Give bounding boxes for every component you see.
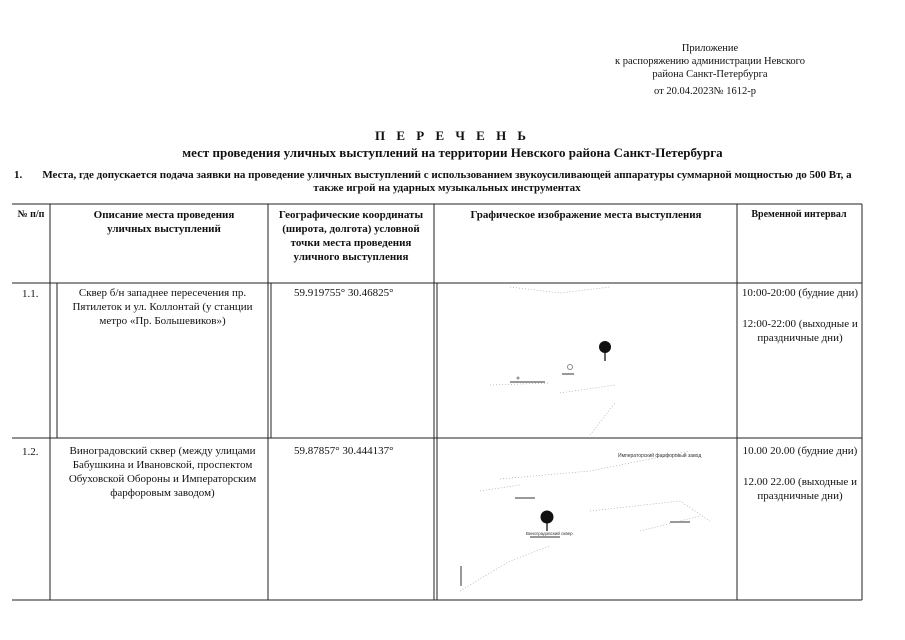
row-2-time-weekday: 10.00 20.00 (будние дни) [742,445,858,457]
annex-line-3: района Санкт-Петербурга [652,69,768,80]
row-2-coords: 59.87857° 30.444137° [294,445,394,457]
row-2-map [440,441,734,597]
annex-line-2: к распоряжению администрации Невского [615,56,805,67]
map-pin-icon [599,341,611,361]
annex-date: от 20.04.2023№ 1612-р [654,86,756,97]
document-title: П Е Р Е Ч Е Н Ь [374,128,531,143]
section-number: 1. [14,169,23,181]
header-number: № п/п [17,209,45,220]
header-coords: Географические координаты (широта, долгота) условной точки места проведения уличного выступления [278,209,424,263]
row-1-coords: 59.919755° 30.46825° [294,287,394,299]
map-pin-icon [541,511,554,532]
header-image: Графическое изображение места выступления [470,209,702,221]
row-1-number: 1.1. [22,288,39,300]
row-2-time-weekend: 12.00 22.00 (выходные и праздничные дни) [743,476,857,502]
row-1-description: Сквер б/н западнее пересечения пр. Пятилеток и ул. Коллонтай (у станции метро «Пр. Большевиков») [72,287,253,327]
section-heading [14,169,860,195]
annex-line-1: Приложение [681,43,739,54]
map-label-factory: Императорский фарфоровый завод [618,453,702,459]
row-2-number: 1.2. [22,446,39,458]
row-1-time-weekday: 10:00-20:00 (будние дни) [741,287,859,299]
row-1-time-weekend: 12:00-22:00 (выходные и праздничные дни) [742,318,858,344]
section-text: Места, где допускается подача заявки на проведение уличных выступлений с использованием звукоусиливающей аппаратуры суммарной мощностью до 500 Вт, а также игрой на ударных музыкальных инструментах [42,169,852,194]
map-label-square: Виноградовский сквер [526,531,573,536]
annex-block [560,42,860,98]
document-subtitle: мест проведения уличных выступлений на территории Невского района Санкт-Петербурга [182,145,723,160]
header-description: Описание места проведения уличных выступлений [93,209,235,235]
row-1-map [440,285,734,435]
header-time: Временной интервал [751,209,847,220]
row-2-description: Виноградовский сквер (между улицами Бабушкина и Ивановской, проспектом Обуховской Обороны и Императорским фарфоровым заводом) [68,445,257,499]
